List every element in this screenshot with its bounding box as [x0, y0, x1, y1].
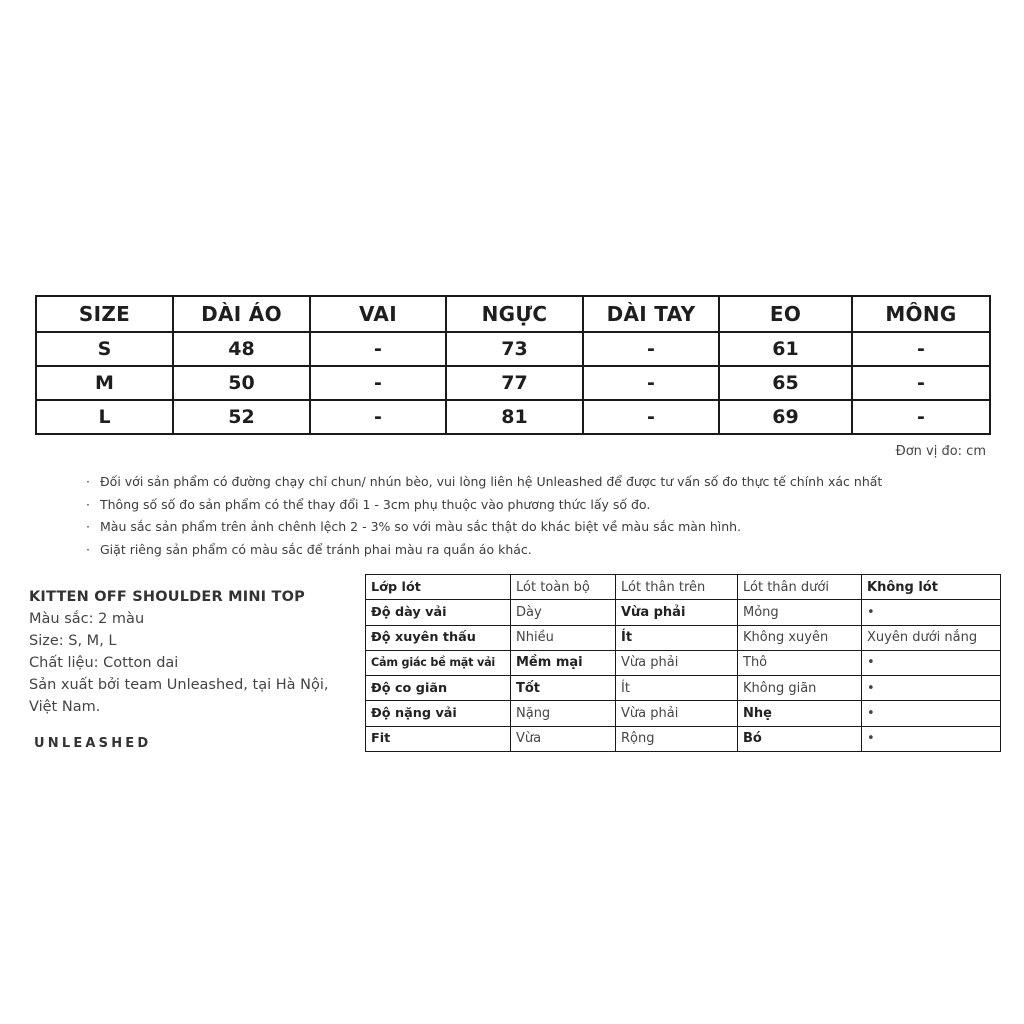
size-cell: - [852, 332, 990, 366]
fabric-cell: Bó [738, 726, 862, 751]
bullet-icon: · [86, 541, 90, 557]
fabric-row-label: Cảm giác bề mặt vải [366, 650, 511, 675]
bullet-icon: · [86, 519, 90, 535]
fabric-row [366, 650, 1001, 675]
bullet-icon: · [86, 474, 90, 489]
size-cell: M [36, 366, 173, 400]
note-item [86, 494, 882, 517]
fabric-cell: Không xuyên [738, 625, 862, 650]
note-text: Màu sắc sản phẩm trên ảnh chênh lệch 2 - 3% so với màu sắc thật do khác biệt về màu sắc màn hình. [100, 519, 742, 535]
product-title: KITTEN OFF SHOULDER MINI TOP [29, 589, 305, 605]
fabric-cell: Vừa phải [616, 600, 738, 625]
note-item [86, 516, 882, 539]
size-cell: - [583, 332, 719, 366]
product-origin-line-2: Việt Nam. [29, 699, 101, 715]
fabric-cell: Mềm mại [511, 650, 616, 675]
size-cell: 65 [719, 366, 852, 400]
fabric-cell: Vừa [511, 726, 616, 751]
size-chart-table [35, 295, 991, 435]
size-cell: S [36, 332, 173, 366]
fabric-cell: Thô [738, 650, 862, 675]
fabric-cell: • [862, 676, 1001, 701]
size-cell: 48 [173, 332, 310, 366]
fabric-row-label: Độ dày vải [366, 600, 511, 625]
fabric-properties-table [365, 574, 1001, 752]
size-header-cell: DÀI TAY [583, 296, 719, 332]
fabric-row-label: Độ nặng vải [366, 701, 511, 726]
fabric-row [366, 701, 1001, 726]
fabric-row-label: Fit [366, 726, 511, 751]
fabric-cell: Vừa phải [616, 701, 738, 726]
size-header-cell: VAI [310, 296, 446, 332]
size-cell: - [852, 366, 990, 400]
fabric-cell: Mỏng [738, 600, 862, 625]
note-text: Đối với sản phẩm có đường chạy chỉ chun/ nhún bèo, vui lòng liên hệ Unleashed để được tư vấn số đo thực tế chính xác nhất [100, 474, 883, 489]
fabric-cell: • [862, 726, 1001, 751]
fabric-cell: Nhiều [511, 625, 616, 650]
fabric-cell: • [862, 701, 1001, 726]
fabric-row-label: Độ co giãn [366, 676, 511, 701]
size-cell: - [583, 400, 719, 434]
product-material-line: Chất liệu: Cotton dai [29, 655, 179, 671]
fabric-row-label: Lớp lót [366, 575, 511, 600]
size-cell: - [852, 400, 990, 434]
size-table-row [36, 400, 990, 434]
fabric-cell: • [862, 650, 1001, 675]
size-header-cell: SIZE [36, 296, 173, 332]
size-cell: 61 [719, 332, 852, 366]
brand-logo: UNLEASHED [34, 736, 152, 751]
size-header-cell: EO [719, 296, 852, 332]
note-text: Thông số số đo sản phẩm có thể thay đổi 1 - 3cm phụ thuộc vào phương thức lấy số đo. [100, 496, 651, 512]
fabric-cell: Lót thân dưới [738, 575, 862, 600]
fabric-cell: Tốt [511, 676, 616, 701]
fabric-row-label: Độ xuyên thấu [366, 625, 511, 650]
fabric-cell: Nặng [511, 701, 616, 726]
fabric-row [366, 575, 1001, 600]
care-notes-list [86, 471, 882, 561]
product-color-line: Màu sắc: 2 màu [29, 611, 145, 627]
note-text: Giặt riêng sản phẩm có màu sắc để tránh phai màu ra quần áo khác. [100, 541, 532, 557]
note-item [86, 539, 882, 562]
fabric-cell: Ít [616, 625, 738, 650]
size-table-row [36, 332, 990, 366]
size-cell: - [583, 366, 719, 400]
size-cell: 69 [719, 400, 852, 434]
size-header-cell: MÔNG [852, 296, 990, 332]
size-cell: - [310, 366, 446, 400]
size-cell: - [310, 332, 446, 366]
fabric-row [366, 625, 1001, 650]
size-table-row [36, 366, 990, 400]
size-header-cell: DÀI ÁO [173, 296, 310, 332]
size-table-header-row [36, 296, 990, 332]
fabric-cell: Không lót [862, 575, 1001, 600]
fabric-cell: Dày [511, 600, 616, 625]
size-cell: L [36, 400, 173, 434]
size-cell: - [310, 400, 446, 434]
fabric-row [366, 676, 1001, 701]
unit-note: Đơn vị đo: cm [895, 444, 986, 459]
product-origin-line: Sản xuất bởi team Unleashed, tại Hà Nội, [29, 677, 329, 693]
product-info [29, 586, 364, 718]
fabric-row [366, 726, 1001, 751]
bullet-icon: · [86, 496, 90, 512]
size-header-cell: NGỰC [446, 296, 583, 332]
note-item [86, 471, 882, 494]
fabric-cell: Xuyên dưới nắng [862, 625, 1001, 650]
size-cell: 52 [173, 400, 310, 434]
size-cell: 81 [446, 400, 583, 434]
fabric-cell: Lót toàn bộ [511, 575, 616, 600]
fabric-cell: Nhẹ [738, 701, 862, 726]
product-size-line: Size: S, M, L [29, 633, 117, 649]
size-cell: 50 [173, 366, 310, 400]
size-cell: 77 [446, 366, 583, 400]
fabric-cell: Ít [616, 676, 738, 701]
fabric-cell: Rộng [616, 726, 738, 751]
fabric-cell: Lót thân trên [616, 575, 738, 600]
fabric-cell: • [862, 600, 1001, 625]
size-cell: 73 [446, 332, 583, 366]
fabric-cell: Vừa phải [616, 650, 738, 675]
fabric-row [366, 600, 1001, 625]
fabric-cell: Không giãn [738, 676, 862, 701]
